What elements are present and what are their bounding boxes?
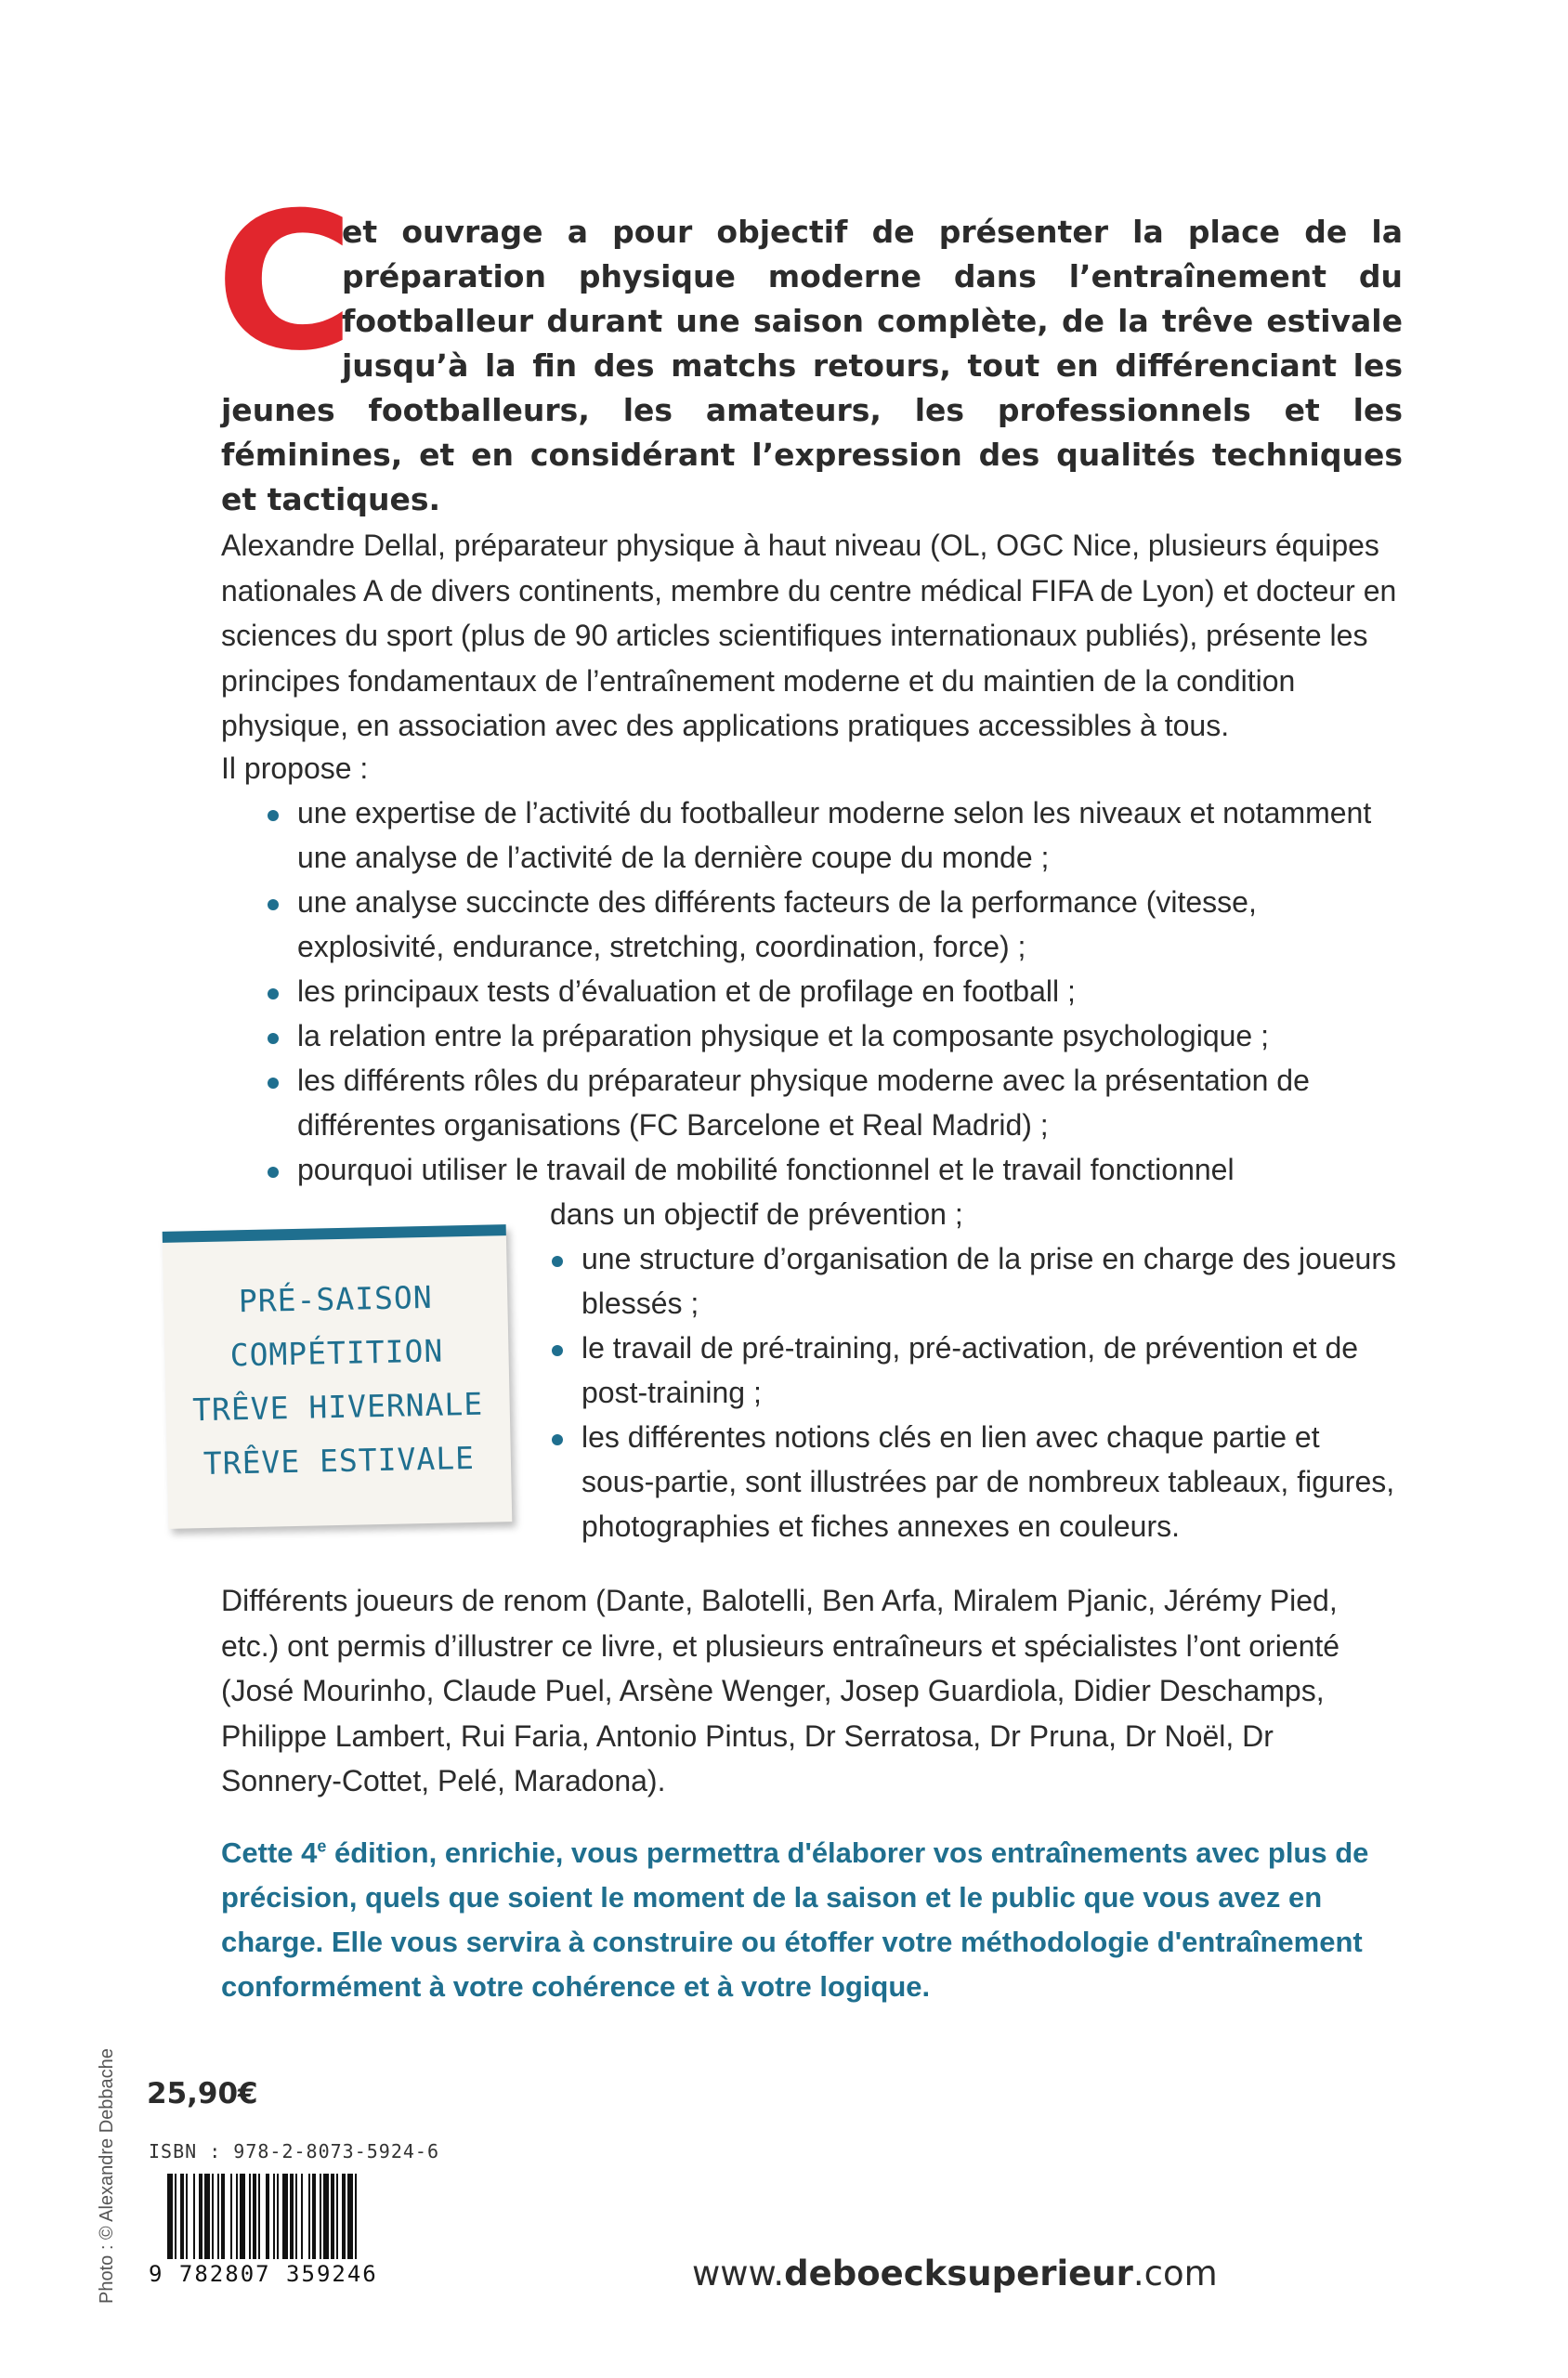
website-url: www.deboecksuperieur.com	[692, 2254, 1218, 2293]
intro-text: et ouvrage a pour objectif de présenter la place de la préparation physique moderne dans l’entraînement du footballeur durant une saison complète, de la trêve estivale jusqu’à la fin des matchs retours, tout en différenciant les jeunes footballeurs, les amateurs, les professionnels et les féminines, et en considérant l’expression des qualités techniques et tactiques.	[221, 214, 1403, 517]
list-item: pourquoi utiliser le travail de mobilité fonctionnel et le travail fonctionnel	[297, 1147, 1375, 1192]
bullet-dot-icon	[268, 1167, 279, 1178]
bullet-dot-icon	[268, 1033, 279, 1044]
note-tag: TRÊVE ESTIVALE	[203, 1439, 476, 1483]
list-item: les différents rôles du préparateur physique moderne avec la présentation de différentes organisations (FC Barcelone et Real Madrid) ;	[297, 1058, 1375, 1147]
bullet-dot-icon	[268, 988, 279, 1000]
note-tag: COMPÉTITION	[229, 1332, 444, 1374]
propose-label: Il propose :	[221, 751, 369, 785]
bullet-dot-icon	[552, 1256, 563, 1267]
author-paragraph: Alexandre Dellal, préparateur physique à haut niveau (OL, OGC Nice, plusieurs équipes nationales A de divers continents, membre du centre médical FIFA de Lyon) et docteur en sciences du sport (plus de 90 articles scientifiques internationaux publiés), présente les principes fondamentaux de l’entraînement moderne et du maintien de la condition physique, en association avec des applications pratiques accessibles à tous.	[221, 529, 1397, 742]
bullet-dot-icon	[268, 810, 279, 821]
bullet-continuation: dans un objectif de prévention ;	[550, 1197, 963, 1231]
players-paragraph: Différents joueurs de renom (Dante, Balotelli, Ben Arfa, Miralem Pjanic, Jérémy Pied, etc.) ont permis d’illustrer ce livre, et plusieurs entraîneurs et spécialistes l’ont orienté (José Mourinho, Claude Puel, Arsène Wenger, Josep Guardiola, Didier Deschamps, Philippe Lambert, Rui Faria, Antonio Pintus, Dr Serratosa, Dr Pruna, Dr Noël, Dr Sonnery-Cottet, Pelé, Maradona).	[221, 1584, 1340, 1797]
list-item: le travail de pré-training, pré-activation, de prévention et de post-training ;	[581, 1326, 1399, 1415]
barcode-bars	[149, 2174, 399, 2259]
list-item: la relation entre la préparation physique et la composante psychologique ;	[297, 1013, 1375, 1058]
list-item: les différentes notions clés en lien avec chaque partie et sous-partie, sont illustrées par de nombreux tableaux, figures, photographies et fiches annexes en couleurs.	[581, 1415, 1399, 1548]
drop-cap: C	[216, 173, 355, 393]
list-item: une expertise de l’activité du footballeur moderne selon les niveaux et notamment une analyse de l’activité de la dernière coupe du monde ;	[297, 790, 1375, 880]
season-note-card	[163, 1224, 513, 1529]
side-bullet-list	[581, 1236, 1399, 1548]
bullet-dot-icon	[268, 899, 279, 910]
bullet-dot-icon	[552, 1345, 563, 1356]
note-tags	[163, 1269, 512, 1492]
list-item: une analyse succincte des différents facteurs de la performance (vitesse, explosivité, endurance, stretching, coordination, force) ;	[297, 880, 1375, 969]
note-stripe	[163, 1224, 506, 1243]
note-tag: PRÉ-SAISON	[238, 1278, 433, 1320]
barcode-number: 9 782807 359246	[149, 2261, 378, 2287]
price: 25,90€	[147, 2077, 258, 2110]
bullet-dot-icon	[552, 1434, 563, 1445]
note-tag: TRÊVE HIVERNALE	[191, 1385, 484, 1429]
intro-paragraph	[216, 173, 1403, 522]
bullet-dot-icon	[268, 1078, 279, 1089]
isbn: ISBN : 978-2-8073-5924-6	[149, 2140, 439, 2162]
list-item: les principaux tests d’évaluation et de profilage en football ;	[297, 969, 1375, 1013]
edition-paragraph: Cette 4e édition, enrichie, vous permettra d'élaborer vos entraînements avec plus de précision, quels que soient le moment de la saison et le public que vous avez en charge. Elle vous servira à construire ou étoffer votre méthodologie d'entraînement conformément à votre cohérence et à votre logique.	[221, 1836, 1369, 2003]
list-item: une structure d’organisation de la prise en charge des joueurs blessés ;	[581, 1236, 1399, 1326]
photo-credit: Photo : © Alexandre Debbache	[97, 2048, 117, 2304]
main-bullet-list	[297, 790, 1375, 1192]
